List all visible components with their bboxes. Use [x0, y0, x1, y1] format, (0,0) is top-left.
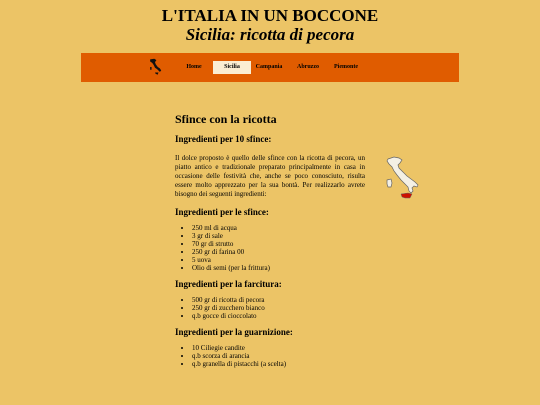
- ingredient-list: [175, 296, 365, 320]
- sicily-region: [401, 193, 412, 198]
- ingredient-list: [175, 344, 365, 368]
- nav-abruzzo[interactable]: Abruzzo: [297, 64, 319, 70]
- servings-heading: Ingredienti per 10 sfince:: [175, 134, 272, 144]
- ingredient-item: • 70 gr di strutto: [192, 240, 365, 248]
- nav-piemonte[interactable]: Piemonte: [334, 64, 358, 70]
- site-subtitle: Sicilia: ricotta di pecora: [185, 25, 355, 44]
- ingredient-item: • 3 gr di sale: [192, 232, 365, 240]
- ingredient-item: • Olio di semi (per la frittura): [192, 264, 365, 272]
- italy-logo-icon[interactable]: [148, 58, 162, 76]
- navbar: [81, 53, 459, 82]
- ingredient-item: • 250 ml di acqua: [192, 224, 365, 232]
- section-heading: Ingredienti per la farcitura:: [175, 279, 282, 289]
- site-title: L'ITALIA IN UN BOCCONE: [161, 6, 379, 25]
- ingredient-item: • 250 gr di farina 00: [192, 248, 365, 256]
- article: [175, 112, 365, 375]
- ingredient-item: • q.b gocce di cioccolato: [192, 312, 365, 320]
- ingredient-item: • 500 gr di ricotta di pecora: [192, 296, 365, 304]
- section-heading: Ingredienti per le sfince:: [175, 207, 269, 217]
- section-heading: Ingredienti per la guarnizione:: [175, 327, 293, 337]
- nav-sicilia[interactable]: Sicilia: [213, 61, 251, 74]
- ingredient-item: • q.b granella di pistacchi (a scelta): [192, 360, 365, 368]
- article-title: Sfince con la ricotta: [175, 112, 277, 126]
- ingredient-item: • 250 gr di zucchero bianco: [192, 304, 365, 312]
- intro-paragraph: Il dolce proposto è quello delle sfince con la ricotta di pecora, un piatto antico e tradizionale preparato principalmente in casa in occasione delle festività che, anche se poco conosciuto, risulta essere molto apprezzato per la sua bontà. Per realizzarlo avrete bisogno dei seguenti ingredienti:: [175, 154, 365, 198]
- ingredient-list: [175, 224, 365, 272]
- nav-campania[interactable]: Campania: [255, 64, 283, 70]
- italy-map-icon: [384, 156, 420, 202]
- ingredient-item: • 10 Ciliegie candite: [192, 344, 365, 352]
- ingredient-item: • q.b scorza di arancia: [192, 352, 365, 360]
- ingredient-item: • 5 uova: [192, 256, 365, 264]
- nav-home[interactable]: Home: [186, 64, 202, 70]
